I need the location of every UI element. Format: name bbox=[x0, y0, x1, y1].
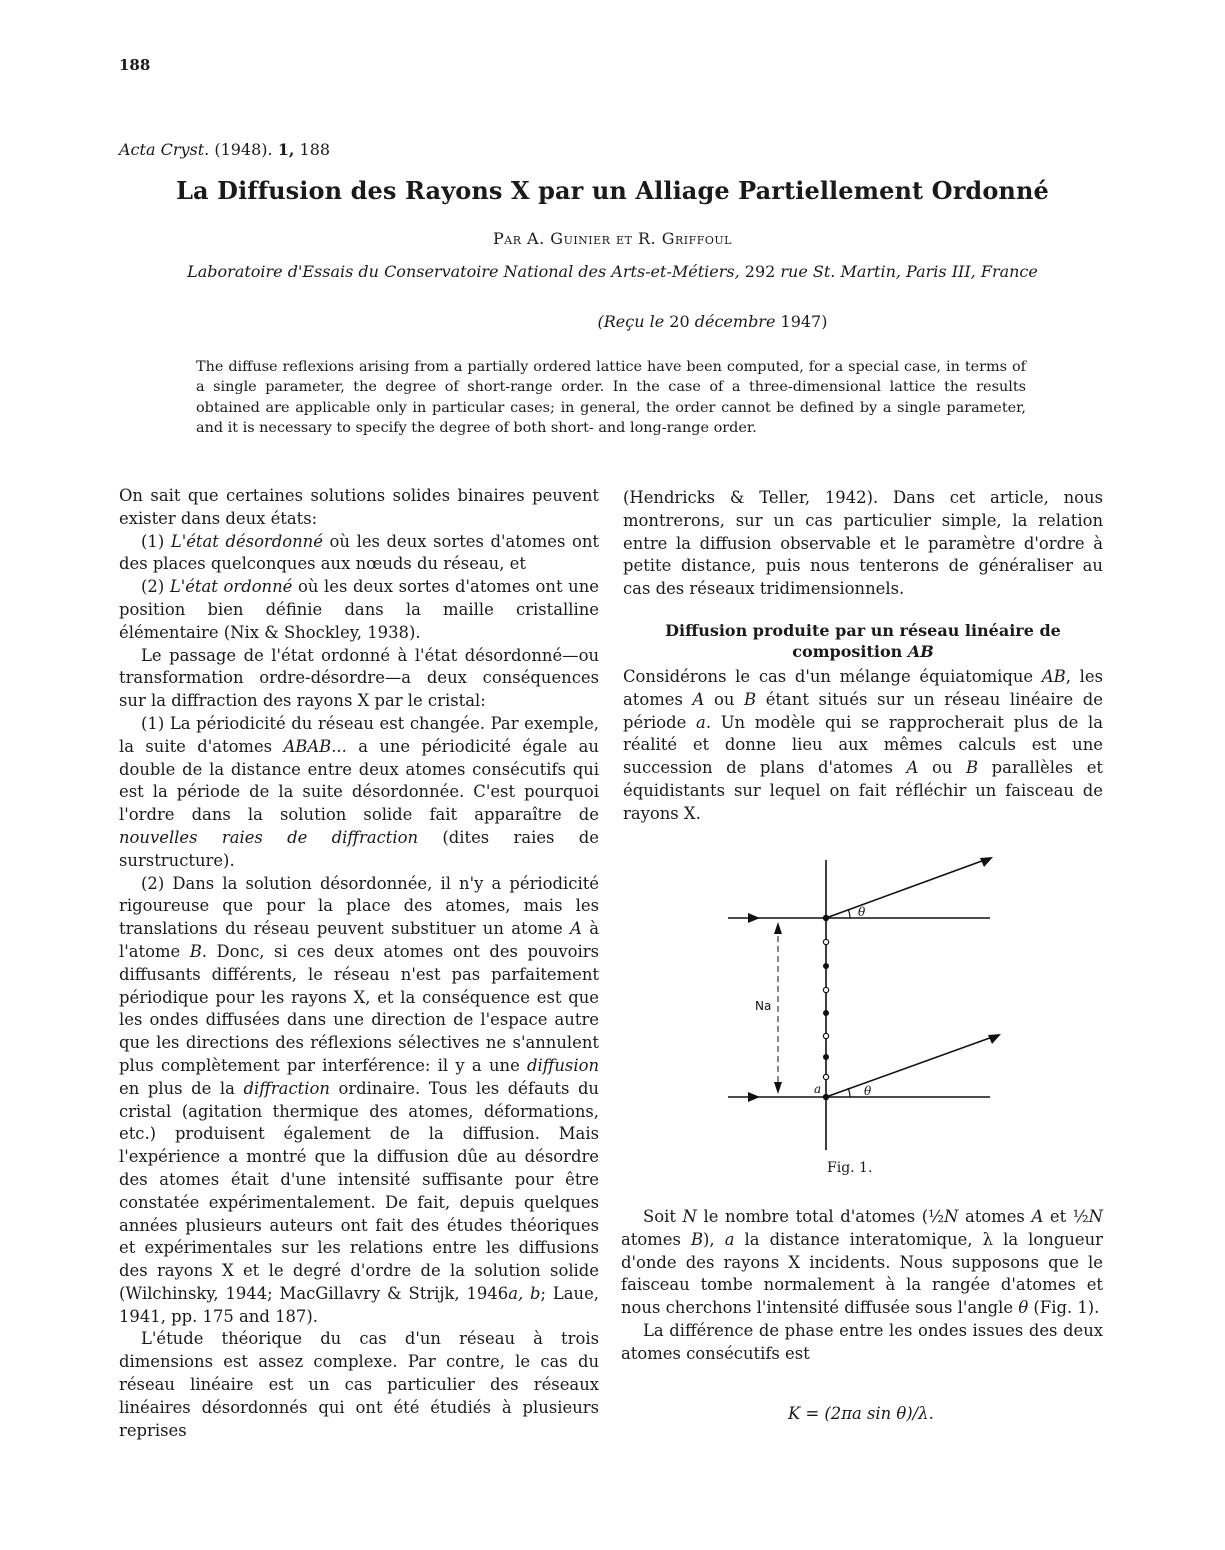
citation-page: 188 bbox=[299, 140, 331, 159]
paragraph: On sait que certaines solutions solides binaires peuvent exister dans deux états: bbox=[119, 486, 599, 528]
atom bbox=[823, 939, 828, 944]
atom bbox=[823, 1010, 829, 1016]
scattered-ray-top bbox=[826, 858, 990, 918]
atom bbox=[823, 963, 829, 969]
affiliation bbox=[0, 262, 1225, 281]
received-prefix: (Reçu le bbox=[597, 312, 665, 331]
na-arrowhead-up bbox=[774, 922, 782, 934]
paragraph: Le passage de l'état ordonné à l'état désordonné—ou transformation ordre-désordre—a deux conséquences sur la diffraction des rayons X par le cristal: bbox=[119, 645, 599, 711]
citation bbox=[119, 140, 330, 159]
citation-journal: Acta Cryst. bbox=[119, 140, 210, 159]
paragraph: (Hendricks & Teller, 1942). Dans cet article, nous montrerons, sur un cas particulier simple, la relation entre la diffusion observable et le paramètre d'ordre à petite distance, puis nous tenterons de généraliser au cas des réseaux tridimensionnels. bbox=[623, 488, 1103, 599]
atom bbox=[823, 1074, 828, 1079]
atom bbox=[823, 915, 829, 921]
citation-year: (1948). bbox=[214, 140, 273, 159]
received-day: 20 bbox=[664, 312, 695, 331]
paragraph: Considérons le cas d'un mélange équiatomique AB, les atomes A ou B étant situés sur un réseau linéaire de période a. Un modèle qui se rapprocherait plus de la réalité et donne lieu aux mêmes calculs est une succession de plans d'atomes A ou B parallèles et équidistants sur lequel on fait réfléchir un faisceau de rayons X. bbox=[623, 667, 1103, 823]
scattered-ray-top-arrowhead bbox=[980, 857, 993, 867]
equation: K = (2πa sin θ)/λ. bbox=[788, 1404, 934, 1423]
scattered-ray-bottom-arrowhead bbox=[988, 1034, 1001, 1044]
angle-arc-top bbox=[848, 909, 850, 918]
authors: Par A. Guinier et R. Griffoul bbox=[492, 229, 732, 248]
incoming-arrow-bottom bbox=[748, 1092, 760, 1102]
incoming-arrow-top bbox=[748, 913, 760, 923]
paragraph: La différence de phase entre les ondes issues des deux atomes consécutifs est bbox=[621, 1320, 1103, 1363]
affiliation-street: rue St. Martin, Paris III, France bbox=[780, 262, 1038, 281]
atom bbox=[823, 987, 828, 992]
paragraph: Soit N le nombre total d'atomes (½N atomes A et ½N atomes B), a la distance interatomique, λ la longueur d'onde des rayons X incidents. Nous supposons que le faisceau tombe normalement à la rangée d'atomes et nous cherchons l'intensité diffusée sous l'angle θ (Fig. 1). bbox=[621, 1207, 1103, 1318]
scattered-ray-bottom bbox=[826, 1035, 998, 1097]
paragraph: (1) L'état désordonné où les deux sortes d'atomes ont des places quelconques aux nœuds du réseau, et bbox=[119, 531, 600, 574]
a-label: a bbox=[814, 1082, 822, 1096]
section-body bbox=[623, 666, 1103, 826]
received-month: décembre bbox=[694, 312, 776, 331]
figure-diffraction-diagram bbox=[718, 850, 1018, 1160]
abstract: The diffuse reflexions arising from a partially ordered lattice have been computed, for a special case, in terms of a single parameter, the degree of short-range order. In the case of a three-dimensional lattice the results obtained are applicable only in particular cases; in general, the order cannot be defined by a single parameter, and it is necessary to specify the degree of both short- and long-range order. bbox=[196, 359, 1026, 437]
paragraph: (2) Dans la solution désordonnée, il n'y a périodicité rigoureuse que pour la place des atomes, mais les translations du réseau peuvent substituer un atome A à l'atome B. Donc, si ces deux atomes ont des pouvoirs diffusants différents, le réseau n'est pas parfaitement périodique pour les rayons X, et la conséquence est que les ondes diffusées dans une direction de l'espace autre que les directions des réflexions sélectives ne s'annulent plus complètement par interférence: il y a une diffusion en plus de la diffraction ordinaire. Tous les défauts du cristal (agitation thermique des atomes, déformations, etc.) produisent également de la diffusion. Mais l'expérience a montré que la diffusion dûe au désordre des atomes était d'une intensité suffisante pour être constatée expérimentalement. De fait, depuis quelques années plusieurs auteurs ont fait des études théoriques et expérimentales sur les relations entre les diffusions des rayons X et le degré d'ordre de la solution solide (Wilchinsky, 1944; MacGillavry & Strijk, 1946a, b; Laue, 1941, pp. 175 and 187). bbox=[119, 873, 600, 1326]
left-column bbox=[119, 485, 599, 1442]
article-title: La Diffusion des Rayons X par un Alliage Partiellement Ordonné bbox=[176, 176, 1049, 205]
na-label: Na bbox=[755, 999, 772, 1013]
affiliation-lab: Laboratoire d'Essais du Conservatoire National des Arts-et-Métiers, bbox=[187, 262, 740, 281]
right-column-bottom bbox=[621, 1206, 1103, 1366]
atom bbox=[823, 1033, 828, 1038]
theta-label-top: θ bbox=[858, 905, 866, 919]
paragraph: (2) L'état ordonné où les deux sortes d'atomes ont une position bien définie dans la maille cristalline élémentaire (Nix & Shockley, 1938). bbox=[119, 577, 599, 642]
na-arrowhead-down bbox=[774, 1082, 782, 1094]
atom bbox=[823, 1054, 829, 1060]
paragraph: (1) La périodicité du réseau est changée. Par exemple, la suite d'atomes ABAB... a une périodicité égale au double de la distance entre deux atomes consécutifs qui est la période de la suite désordonnée. C'est pourquoi l'ordre dans la solution solide fait apparaître de nouvelles raies de diffraction (dites raies de surstructure). bbox=[119, 713, 599, 870]
theta-label-bottom: θ bbox=[864, 1084, 872, 1098]
affiliation-number: 292 bbox=[739, 262, 781, 281]
atom bbox=[823, 1094, 829, 1100]
paragraph: L'étude théorique du cas d'un réseau à trois dimensions est assez complexe. Par contre, le cas du réseau linéaire est un cas particulier des réseaux linéaires désordonnés qui ont été étudiés à plusieurs reprises bbox=[119, 1329, 599, 1440]
received-year: 1947) bbox=[775, 312, 828, 331]
right-column-top bbox=[623, 487, 1103, 601]
citation-volume: 1, bbox=[277, 140, 295, 159]
figure-caption: Fig. 1. bbox=[827, 1160, 873, 1176]
section-heading: Diffusion produite par un réseau linéaire de composition AB bbox=[665, 621, 1061, 661]
angle-arc-bottom bbox=[848, 1088, 850, 1097]
received-date bbox=[0, 312, 1225, 331]
page-number: 188 bbox=[119, 56, 151, 74]
